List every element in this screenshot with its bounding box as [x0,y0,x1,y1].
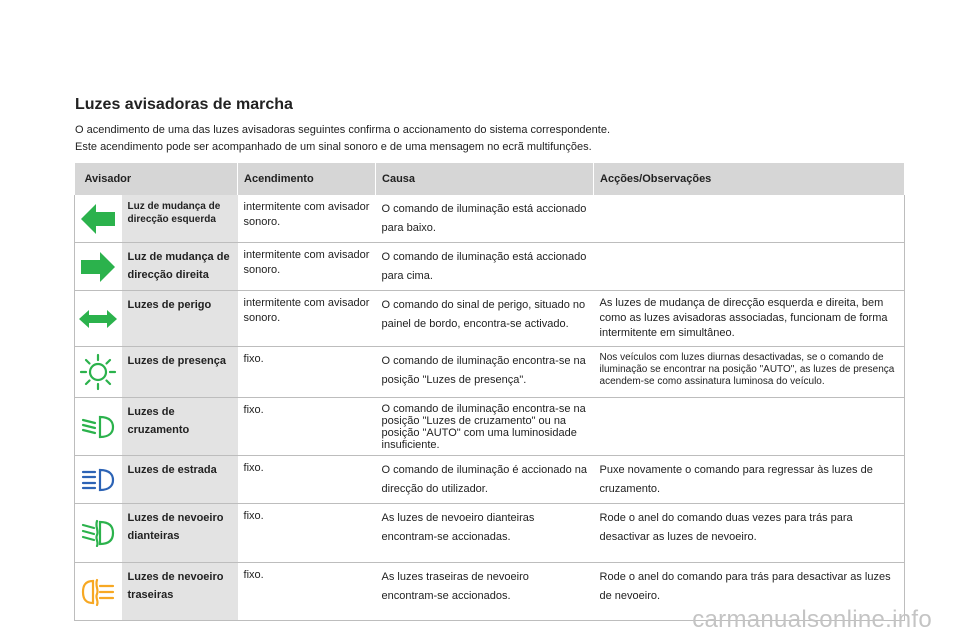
row-obs: Rode o anel do comando para trás para desactivar as luzes de nevoeiro. [594,563,905,621]
row-cause: O comando de iluminação encontra-se na posição "Luzes de presença". [376,347,594,398]
row-name: Luzes de estrada [122,456,238,504]
row-lighting: fixo. [238,347,376,398]
row-cause: As luzes de nevoeiro dianteiras encontram-se accionadas. [376,504,594,563]
header-accoes: Acções/Observações [594,163,905,195]
row-cause: As luzes traseiras de nevoeiro encontram-se accionados. [376,563,594,621]
sidelights-icon [75,347,122,398]
row-lighting: fixo. [238,504,376,563]
intro-line: O acendimento de uma das luzes avisadoras seguintes confirma o accionamento do sistema correspondente. [75,124,611,136]
row-cause: O comando de iluminação encontra-se na posição "Luzes de cruzamento" ou na posição "AUTO" com uma luminosidade insuficiente. [376,398,594,456]
row-obs: Puxe novamente o comando para regressar às luzes de cruzamento. [594,456,905,504]
hazard-arrows-icon [75,291,122,347]
dipped-beam-icon [75,398,122,456]
left-turn-arrow-icon [75,195,122,243]
header-causa: Causa [376,163,594,195]
table-header-row [75,163,905,195]
row-obs [594,243,905,291]
front-fog-icon [75,504,122,563]
row-cause: O comando do sinal de perigo, situado no painel de bordo, encontra-se activado. [376,291,594,347]
page-title: Luzes avisadoras de marcha [75,96,293,113]
table-row [75,243,905,291]
intro [75,122,895,156]
table-row [75,195,905,243]
table-row [75,291,905,347]
table-row [75,504,905,563]
row-lighting: fixo. [238,563,376,621]
row-lighting: intermitente com avisador sonoro. [238,291,376,347]
row-cause: O comando de iluminação é accionado na direcção do utilizador. [376,456,594,504]
table-row [75,347,905,398]
row-name: Luzes de nevoeiro dianteiras [122,504,238,563]
row-name: Luz de mudança de direcção esquerda [122,195,238,243]
intro-line: Este acendimento pode ser acompanhado de um sinal sonoro e de uma mensagem no ecrã multifunções. [75,141,592,153]
row-obs [594,398,905,456]
row-cause: O comando de iluminação está accionado para baixo. [376,195,594,243]
main-beam-icon [75,456,122,504]
row-lighting: fixo. [238,398,376,456]
row-name: Luzes de nevoeiro traseiras [122,563,238,621]
warning-lights-table [74,163,905,621]
table-row [75,456,905,504]
row-obs [594,195,905,243]
row-name: Luzes de perigo [122,291,238,347]
header-acendimento: Acendimento [238,163,376,195]
row-lighting: intermitente com avisador sonoro. [238,243,376,291]
row-obs: As luzes de mudança de direcção esquerda e direita, bem como as luzes avisadoras associadas, funcionam de forma intermitente em simultâneo. [594,291,905,347]
row-name: Luzes de cruzamento [122,398,238,456]
watermark: carmanualsonline.info [692,606,932,633]
row-name: Luz de mudança de direcção direita [122,243,238,291]
header-avisador: Avisador [75,163,238,195]
row-obs: Nos veículos com luzes diurnas desactivadas, se o comando de iluminação se encontrar na posição "AUTO", as luzes de presença acendem-se como assinatura luminosa do veículo. [594,347,905,398]
row-lighting: intermitente com avisador sonoro. [238,195,376,243]
row-lighting: fixo. [238,456,376,504]
table-row [75,398,905,456]
row-obs: Rode o anel do comando duas vezes para trás para desactivar as luzes de nevoeiro. [594,504,905,563]
right-turn-arrow-icon [75,243,122,291]
row-name: Luzes de presença [122,347,238,398]
row-cause: O comando de iluminação está accionado para cima. [376,243,594,291]
rear-fog-icon [75,563,122,621]
